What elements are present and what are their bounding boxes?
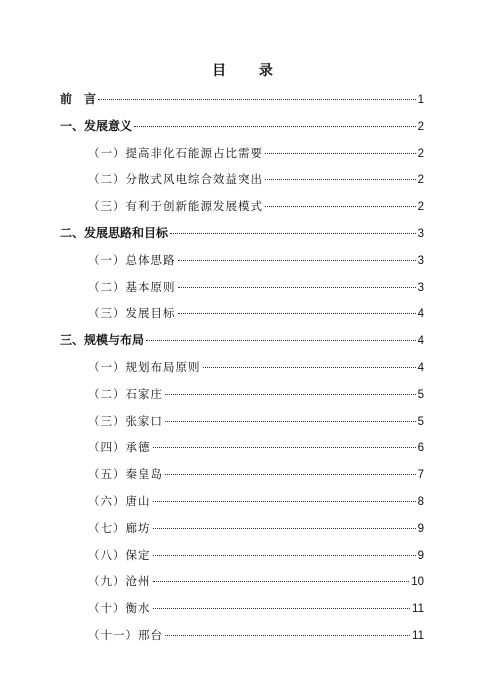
toc-entry-title: （三）有利于创新能源发展模式 xyxy=(88,199,263,214)
toc-page-number: 3 xyxy=(417,254,424,267)
toc-page-number: 2 xyxy=(417,201,424,214)
toc-page-number: 11 xyxy=(412,630,424,642)
toc-entry-title: （十一）邢台 xyxy=(88,628,163,642)
toc-dot-leader xyxy=(153,608,411,609)
toc-page-number: 7 xyxy=(417,469,424,482)
toc-entry-section[interactable] xyxy=(88,358,424,376)
toc-entry-chapter[interactable] xyxy=(60,117,424,135)
toc-entry-title: （六）唐山 xyxy=(88,494,151,508)
toc-page-number: 11 xyxy=(412,603,424,616)
toc-entry-chapter[interactable] xyxy=(60,331,424,349)
toc-entry-title: （一）总体思路 xyxy=(88,252,176,267)
toc-entry-section[interactable] xyxy=(88,438,424,456)
toc-page-number: 3 xyxy=(417,281,424,294)
toc-page-number: 2 xyxy=(417,147,424,160)
toc-page-number: 2 xyxy=(417,174,424,187)
toc-entry-section[interactable] xyxy=(88,251,424,269)
toc-entry-title: （二）分散式风电综合效益突出 xyxy=(88,172,263,187)
toc-dot-leader xyxy=(165,394,416,395)
toc-entry-title: （十）衡水 xyxy=(88,601,151,616)
toc-entry-title: 前 言 xyxy=(60,92,97,106)
toc-page-number: 5 xyxy=(417,388,424,401)
toc-entry-title: （三）发展目标 xyxy=(88,306,176,321)
toc-dot-leader xyxy=(165,421,416,422)
toc-entry-section[interactable] xyxy=(88,465,424,483)
toc-dot-leader xyxy=(203,367,416,368)
toc-entry-chapter[interactable] xyxy=(60,90,424,108)
toc-entry-title: （四）承德 xyxy=(88,440,151,455)
toc-entry-section[interactable] xyxy=(88,626,424,644)
toc-dot-leader xyxy=(153,447,416,448)
toc-entry-chapter[interactable] xyxy=(60,224,424,242)
toc-entry-section[interactable] xyxy=(88,385,424,403)
toc-dot-leader xyxy=(265,153,416,154)
toc-entry-title: （五）秦皇岛 xyxy=(88,467,163,482)
toc-dot-leader xyxy=(134,126,416,127)
toc-dot-leader xyxy=(165,635,410,636)
toc-page-number: 9 xyxy=(417,549,424,562)
toc-page-number: 1 xyxy=(417,94,424,106)
toc-entry-title: （一）提高非化石能源占比需要 xyxy=(88,145,263,160)
toc-entry-section[interactable] xyxy=(88,572,424,590)
toc-entry-section[interactable] xyxy=(88,197,424,215)
toc-entry-section[interactable] xyxy=(88,278,424,296)
toc-entry-title: （七）廊坊 xyxy=(88,520,151,535)
toc-entry-title: 三、规模与布局 xyxy=(60,333,145,348)
toc-page-number: 2 xyxy=(417,120,424,133)
toc-entry-section[interactable] xyxy=(88,492,424,510)
toc-dot-leader xyxy=(146,340,416,341)
toc-dot-leader xyxy=(98,99,416,100)
toc-dot-leader xyxy=(165,474,416,475)
toc-dot-leader xyxy=(153,581,410,582)
toc-entry-section[interactable] xyxy=(88,599,424,617)
toc-dot-leader xyxy=(170,233,416,234)
toc-entry-title: 一、发展意义 xyxy=(60,118,133,133)
toc-entry-title: （二）基本原则 xyxy=(88,279,176,294)
toc-page-number: 4 xyxy=(417,308,424,321)
toc-page-number: 9 xyxy=(417,522,424,535)
toc-dot-leader xyxy=(265,206,416,207)
toc-entry-section[interactable] xyxy=(88,170,424,188)
toc-entry-title: 二、发展思路和目标 xyxy=(60,226,169,240)
toc-page-number: 4 xyxy=(417,362,424,374)
toc-entry-section[interactable] xyxy=(88,304,424,322)
toc-title: 目 录 xyxy=(212,63,287,79)
toc-entry-title: （一）规划布局原则 xyxy=(88,360,201,374)
toc-entry-section[interactable] xyxy=(88,144,424,162)
toc-dot-leader xyxy=(178,313,416,314)
toc-dot-leader xyxy=(153,555,416,556)
toc-page-number: 6 xyxy=(417,442,424,455)
toc-entry-section[interactable] xyxy=(88,519,424,537)
toc-entry-section[interactable] xyxy=(88,412,424,430)
toc-dot-leader xyxy=(153,528,416,529)
toc-entry-title: （八）保定 xyxy=(88,547,151,562)
toc-entry-section[interactable] xyxy=(88,546,424,564)
toc-dot-leader xyxy=(153,501,416,502)
toc-entry-title: （二）石家庄 xyxy=(88,386,163,401)
toc-dot-leader xyxy=(178,260,416,261)
toc-page-number: 8 xyxy=(417,496,424,508)
toc-entry-title: （三）张家口 xyxy=(88,413,163,428)
toc-page-number: 10 xyxy=(411,576,424,589)
toc-page-number: 4 xyxy=(417,335,424,348)
toc-page-number: 3 xyxy=(417,228,424,240)
toc-dot-leader xyxy=(265,179,416,180)
toc-entry-title: （九）沧州 xyxy=(88,574,151,589)
toc-dot-leader xyxy=(178,287,416,288)
toc-page-number: 5 xyxy=(417,415,424,428)
